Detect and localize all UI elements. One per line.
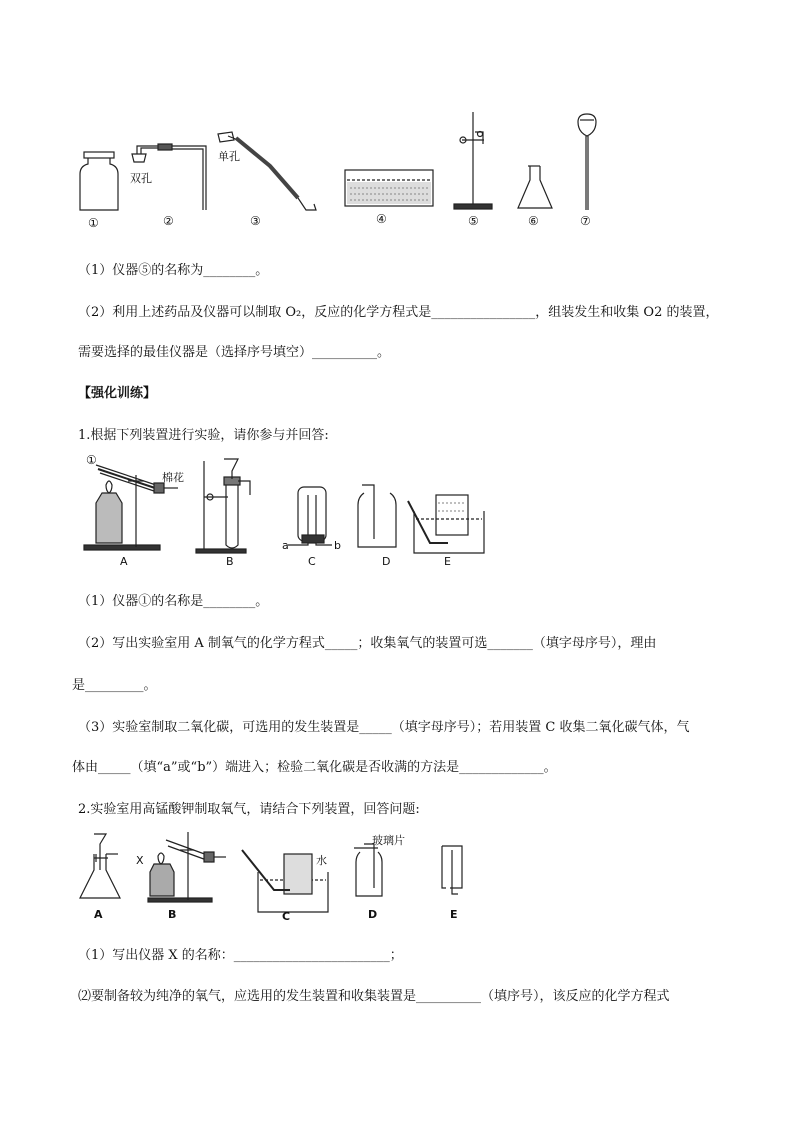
- part1-question-2: （2）利用上述药品及仪器可以制取 O₂，反应的化学方程式是________________，组装发生和收集 O2 的装置，: [78, 305, 719, 320]
- fig3-caption-d: D: [368, 908, 378, 921]
- setup-d-icon: [358, 485, 396, 547]
- apparatus-figure-2: [78, 455, 488, 570]
- problem1-question-1: （1）仪器①的名称是________。: [78, 594, 269, 609]
- conical-flask-icon: [518, 166, 552, 208]
- problem1-question-2: （2）写出实验室用 A 制氧气的化学方程式_____；收集氧气的装置可选_______（填字母序号），理由: [78, 636, 657, 651]
- fig3-caption-c: C: [282, 910, 291, 923]
- apparatus-number-4: ④: [376, 212, 387, 226]
- section-title: 【强化训练】: [78, 386, 157, 401]
- setup-e-icon: [442, 846, 462, 894]
- apparatus-number-5: ⑤: [468, 214, 479, 228]
- apparatus-figure-1: [70, 110, 630, 235]
- fig3-caption-b: B: [168, 908, 177, 921]
- apparatus-number-6: ⑥: [528, 214, 539, 228]
- fig2-caption-e: E: [444, 555, 451, 568]
- water-label: 水: [316, 854, 327, 867]
- wide-mouth-bottle-icon: [80, 152, 118, 210]
- apparatus-number-7: ⑦: [580, 214, 591, 228]
- fig2-mark-1: ①: [86, 453, 97, 467]
- single-hole-label: 单孔: [218, 150, 240, 163]
- setup-b-icon: [196, 459, 250, 553]
- iron-stand-icon: [454, 112, 492, 209]
- setup-c-icon: [288, 487, 332, 545]
- problem2-question-1: （1）写出仪器 X 的名称：________________________；: [78, 948, 403, 963]
- long-neck-funnel-icon: [578, 114, 596, 210]
- fig3-caption-e: E: [450, 908, 458, 921]
- problem1-title: 1.根据下列装置进行实验，请你参与并回答:: [78, 428, 329, 443]
- setup-e-icon: [408, 495, 484, 553]
- port-b-label: b: [334, 539, 341, 552]
- apparatus-number-3: ③: [250, 214, 261, 228]
- water-trough-icon: [345, 170, 433, 206]
- cotton-label: 棉花: [162, 471, 184, 484]
- apparatus-figure-3: [78, 830, 498, 925]
- glass-plate-label: 玻璃片: [372, 834, 405, 847]
- fig2-caption-c: C: [308, 555, 316, 568]
- port-a-label: a: [282, 539, 289, 552]
- setup-a-icon: [80, 834, 120, 898]
- fig3-x-label: X: [136, 854, 144, 867]
- apparatus-number-1: ①: [88, 216, 99, 230]
- problem1-question-3-cont: 体由_____（填“a”或“b”）端进入；检验二氧化碳是否收满的方法是_____________。: [72, 760, 557, 775]
- setup-b-icon: [148, 832, 226, 902]
- single-hole-stopper-tube-icon: [218, 132, 316, 210]
- fig2-caption-b: B: [226, 555, 234, 568]
- part1-question-1: （1）仪器⑤的名称为________。: [78, 263, 269, 278]
- fig2-caption-d: D: [382, 555, 391, 568]
- fig3-caption-a: A: [94, 908, 103, 921]
- apparatus-figure-2-drawing: [78, 455, 488, 570]
- apparatus-number-2: ②: [163, 214, 174, 228]
- problem1-question-2-cont: 是_________。: [72, 678, 157, 693]
- problem2-question-2: ⑵要制备较为纯净的氧气，应选用的发生装置和收集装置是__________（填序号），该反应的化学方程式: [78, 989, 670, 1004]
- problem2-title: 2.实验室用高锰酸钾制取氧气，请结合下列装置，回答问题:: [78, 802, 420, 817]
- fig2-caption-a: A: [120, 555, 128, 568]
- apparatus-figure-1-drawing: [70, 110, 630, 235]
- problem1-question-3: （3）实验室制取二氧化碳，可选用的发生装置是_____（填字母序号）；若用装置 C 收集二氧化碳气体，气: [78, 720, 690, 735]
- part1-question-2-cont: 需要选择的最佳仪器是（选择序号填空）__________。: [78, 345, 391, 360]
- double-hole-label: 双孔: [130, 172, 152, 185]
- setup-d-icon: [354, 844, 382, 896]
